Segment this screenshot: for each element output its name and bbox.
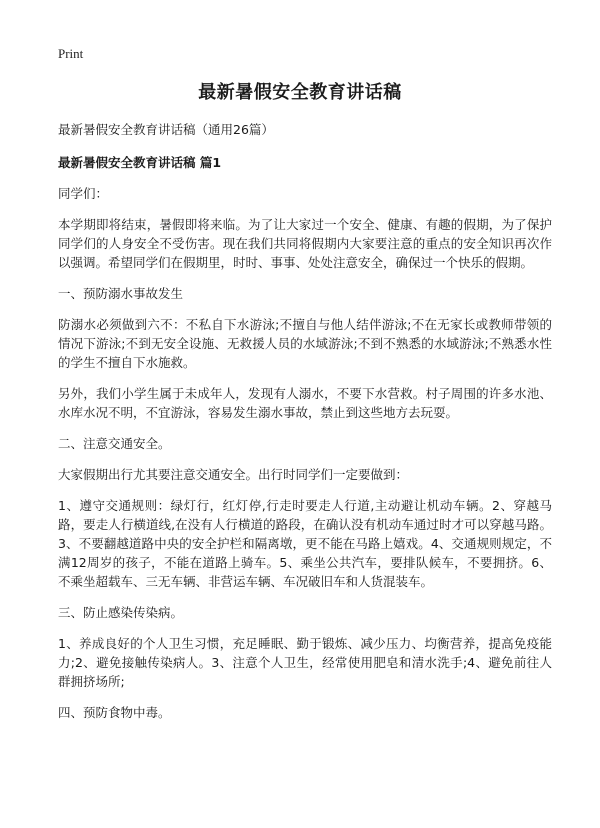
section-title: 最新暑假安全教育讲话稿 篇1 <box>58 155 222 170</box>
paragraph-drowning-rules: 防溺水必须做到六不：不私自下水游泳;不擅自与他人结伴游泳;不在无家长或教师带领的情况下游泳;不到无安全设施、无救援人员的水域游泳;不到不熟悉的水域游泳;不熟悉水性的学生不擅自下水施救。 <box>58 317 552 370</box>
intro-paragraph: 本学期即将结束，暑假即将来临。为了让大家过一个安全、健康、有趣的假期，为了保护同学们的人身安全不受伤害。现在我们共同将假期内大家要注意的重点的安全知识再次作以强调。希望同学们在假期里，时时、事事、处处注意安全，确保过一个快乐的假期。 <box>58 217 552 270</box>
print-link[interactable]: Print <box>58 46 84 61</box>
paragraph-traffic-rules: 1、遵守交通规则：绿灯行，红灯停,行走时要走人行道,主动避让机动车辆。2、穿越马路，要走人行横道线,在没有人行横道的路段，在确认没有机动车通过时才可以穿越马路。3、不要翻越道路中央的安全护栏和隔离墩，更不能在马路上嬉戏。4、交通规则规定，不满12周岁的孩子，不能在道路上骑车。5、乘坐公共汽车，要排队候车，不要拥挤。6、不乘坐超载车、三无车辆、非营运车辆、车况破旧车和人货混装车。 <box>58 498 552 589</box>
document-body <box>58 120 552 734</box>
document-subtitle: 最新暑假安全教育讲话稿（通用26篇） <box>58 122 274 137</box>
heading-traffic: 二、注意交通安全。 <box>58 436 171 451</box>
page-title: 最新暑假安全教育讲话稿 <box>198 82 402 103</box>
paragraph-traffic-intro: 大家假期出行尤其要注意交通安全。出行时同学们一定要做到： <box>58 467 409 482</box>
heading-drowning: 一、预防溺水事故发生 <box>58 286 184 301</box>
greeting: 同学们： <box>58 186 109 201</box>
paragraph-infection: 1、养成良好的个人卫生习惯，充足睡眠、勤于锻炼、减少压力、均衡营养，提高免疫能力;2、避免接触传染病人。3、注意个人卫生，经常使用肥皂和清水洗手;4、避免前往人群拥挤场所; <box>58 636 552 689</box>
paragraph-drowning-extra: 另外，我们小学生属于未成年人，发现有人溺水，不要下水营救。村子周围的许多水池、水库水况不明，不宜游泳，容易发生溺水事故，禁止到这些地方去玩耍。 <box>58 386 552 420</box>
heading-infection: 三、防止感染传染病。 <box>58 605 184 620</box>
heading-food-poisoning: 四、预防食物中毒。 <box>58 705 171 720</box>
